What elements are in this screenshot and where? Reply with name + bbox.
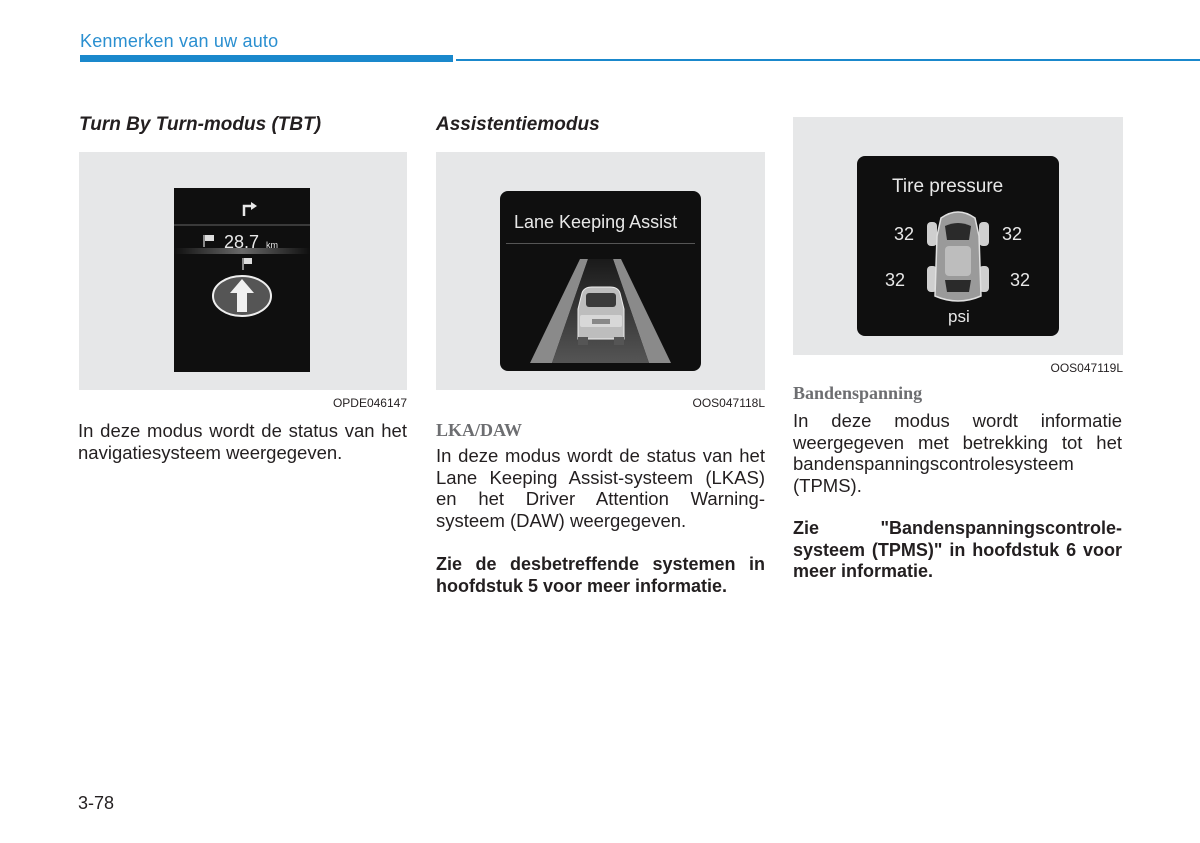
tbt-screen-graphic — [174, 188, 310, 372]
lka-screen — [500, 191, 701, 371]
tbt-body: In deze modus wordt de status van het navigatiesysteem weergegeven. — [78, 420, 407, 463]
lka-figure — [436, 152, 765, 390]
tbt-figure — [79, 152, 407, 390]
header-rule-thin — [456, 59, 1200, 61]
tbt-heading: Turn By Turn-modus (TBT) — [79, 114, 322, 135]
tbt-distance-unit: km — [266, 240, 278, 250]
tpms-screen-title: Tire pressure — [892, 176, 1004, 197]
flag-icon — [204, 235, 214, 247]
assist-heading: Assistentiemodus — [436, 114, 600, 135]
lka-note: Zie de desbetreffende systemen in hoofdstuk 5 voor meer informatie. — [436, 554, 765, 596]
tbt-screen — [174, 188, 310, 372]
tpms-figure-code: OOS047119L — [1050, 361, 1123, 375]
tpms-front-left: 32 — [894, 224, 915, 244]
header-rule-thick — [80, 55, 453, 62]
tpms-rear-left: 32 — [885, 270, 906, 290]
tpms-front-right: 32 — [1002, 224, 1023, 244]
turn-right-icon — [244, 206, 252, 216]
car-rear-icon — [578, 287, 624, 345]
tpms-screen — [857, 156, 1059, 336]
car-top-view-icon — [927, 212, 989, 301]
tpms-rear-right: 32 — [1010, 270, 1031, 290]
page-number: 3-78 — [78, 793, 115, 813]
tpms-figure — [793, 117, 1123, 355]
tpms-subheading: Bandenspanning — [793, 383, 923, 403]
destination-flag-icon — [243, 258, 252, 270]
tbt-distance: 28.7 — [224, 232, 260, 252]
lka-figure-code: OOS047118L — [692, 396, 765, 410]
tpms-unit: psi — [948, 307, 970, 326]
tpms-note: Zie "Bandenspanningscontrole-systeem (TPMS)" in hoofdstuk 6 voor meer informatie. — [793, 518, 1122, 581]
lka-subheading: LKA/DAW — [436, 420, 523, 440]
tpms-body: In deze modus wordt informatie weergegeven met betrekking tot het bandenspanningscontrolesysteem (TPMS). — [793, 410, 1122, 496]
section-title: Kenmerken van uw auto — [80, 31, 279, 51]
lka-body: In deze modus wordt de status van het Lane Keeping Assist-systeem (LKAS) en het Driver Attention Warning-systeem (DAW) weergegeven. — [436, 445, 765, 531]
lka-screen-title: Lane Keeping Assist — [514, 212, 678, 232]
tbt-figure-code: OPDE046147 — [332, 396, 407, 410]
